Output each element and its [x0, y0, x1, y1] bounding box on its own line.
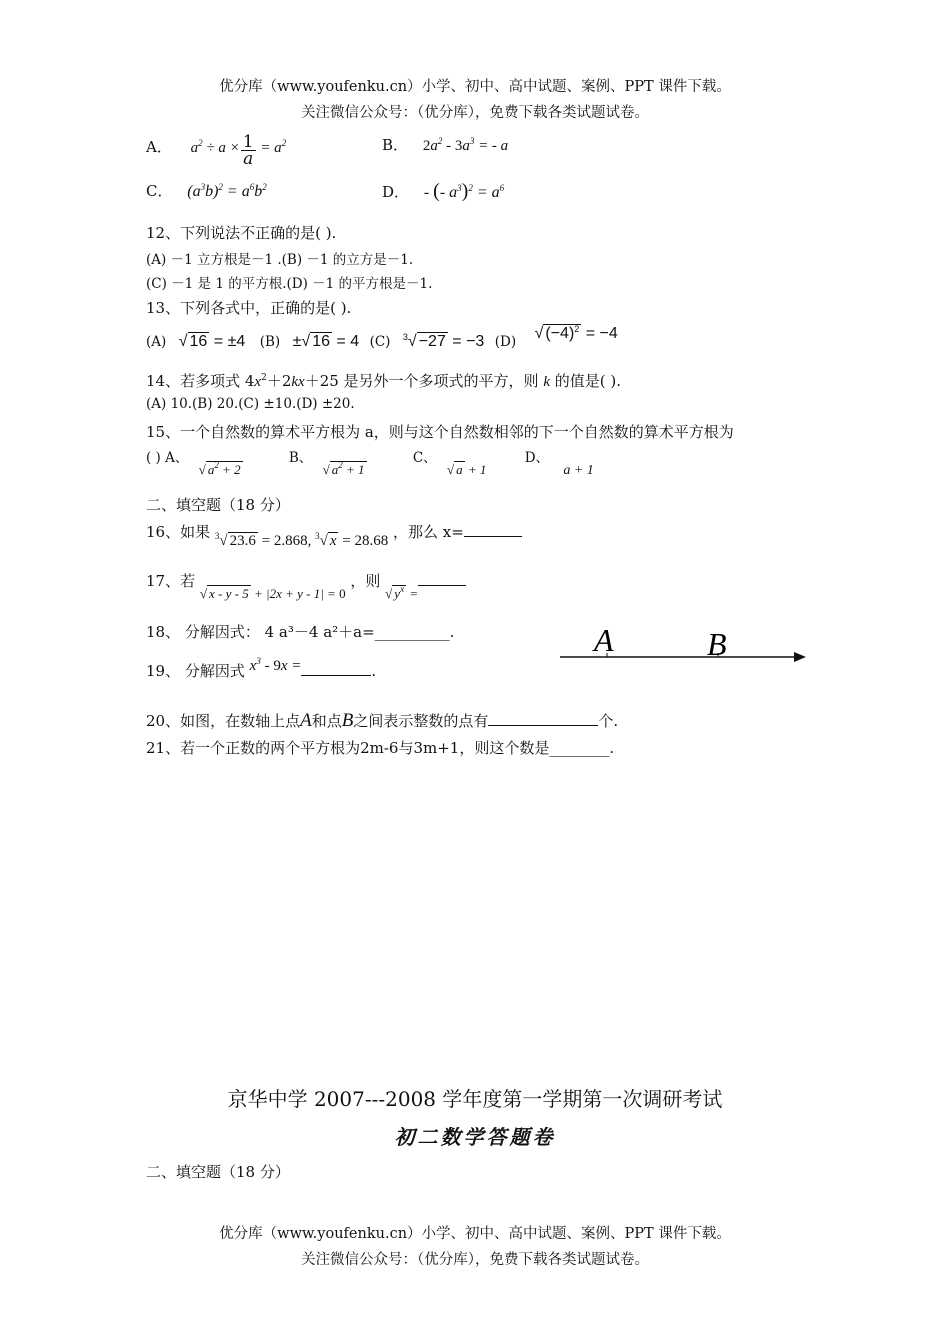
q12-options-cd: (C) －1 是 1 的平方根.(D) －1 的平方根是－1.: [146, 276, 433, 292]
q14-stem: 14、若多项式 $4x^2+2kx+25$ 是另外一个多项式的平方，则 k 的值是( ).: [146, 372, 622, 390]
number-line: [550, 618, 820, 670]
q15-options: ( ) A、 √ $a^2 + 2$ B、 √ $a^2 + 1$ C、 √ a + 1 D、 a + 1: [146, 450, 594, 478]
section-heading-fill-in: 二、填空题（18 分）: [146, 496, 290, 514]
q17-answer-blank[interactable]: [418, 571, 466, 586]
q11-option-a: A． $a^2 \div a$ × $\frac{1}{a}$ = $a^2$: [146, 132, 287, 169]
q14-options: (A) 10.(B) 20.(C) ±10.(D) ±20.: [146, 396, 355, 412]
label-b: B: [707, 626, 727, 662]
header-line-1: 优分库（www.youfenku.cn）小学、初中、高中试题、案例、PPT 课件下载。: [219, 79, 731, 95]
q11-option-c: C． $(a^3b)^2 = a^6b^2$: [146, 182, 267, 200]
q20-answer-blank[interactable]: [488, 711, 598, 726]
answer-sheet-subtitle: 初二数学答题卷: [394, 1125, 556, 1149]
footer-line-2: 关注微信公众号：（优分库），免费下载各类试题试卷。: [301, 1252, 649, 1268]
header-line-2: 关注微信公众号：（优分库），免费下载各类试题试卷。: [301, 105, 649, 121]
q13-stem: 13、下列各式中，正确的是( ).: [146, 299, 352, 317]
q11-option-b: B． $2a^2 - 3a^3$ = - a: [382, 136, 509, 154]
q15-stem: 15、一个自然数的算术平方根为 a，则与这个自然数相邻的下一个自然数的算术平方根为: [146, 423, 734, 441]
answer-sheet-title: 京华中学 2007---2008 学年度第一学期第一次调研考试: [227, 1087, 723, 1111]
answer-sheet-section-heading: 二、填空题（18 分）: [146, 1163, 290, 1181]
q13-options: (A) √ 16 = ±4 (B) ±√ 16 = 4 (C) $^3$√ −27 = −3 (D) √ $(-4)^2 = -4$: [146, 324, 618, 350]
q11-option-d: D． - (- $a^3)^2 = a^6$: [382, 180, 505, 202]
q18: 18、 分解因式： 4 a³－4 a²＋a=__________.: [146, 623, 455, 641]
q16: 16、如果 $^3$√ 23.6 = 2.868, $^3$√ x = 28.68 ，那么 x=: [146, 521, 522, 542]
q21: 21、若一个正数的两个平方根为2m-6与3m+1，则这个数是________.: [146, 739, 615, 757]
q19: 19、 分解因式 $x^3 - 9x$ = .: [146, 656, 377, 680]
label-a: A: [594, 622, 614, 658]
q16-answer-blank[interactable]: [464, 522, 522, 537]
number-line-arrow-icon: [794, 652, 806, 662]
q12-stem: 12、下列说法不正确的是( ).: [146, 224, 337, 242]
q19-answer-blank[interactable]: [301, 661, 371, 676]
q17: 17、若 √ x - y - 5 + |2x + y - 1| = 0 ，则 √ $y^x$ =: [146, 570, 466, 591]
q20: 20、如图，在数轴上点A和点B之间表示整数的点有 个.: [146, 710, 619, 731]
footer-line-1: 优分库（www.youfenku.cn）小学、初中、高中试题、案例、PPT 课件下载。: [219, 1226, 731, 1242]
q12-options-ab: (A) －1 立方根是－1 .(B) －1 的立方是－1.: [146, 252, 414, 268]
